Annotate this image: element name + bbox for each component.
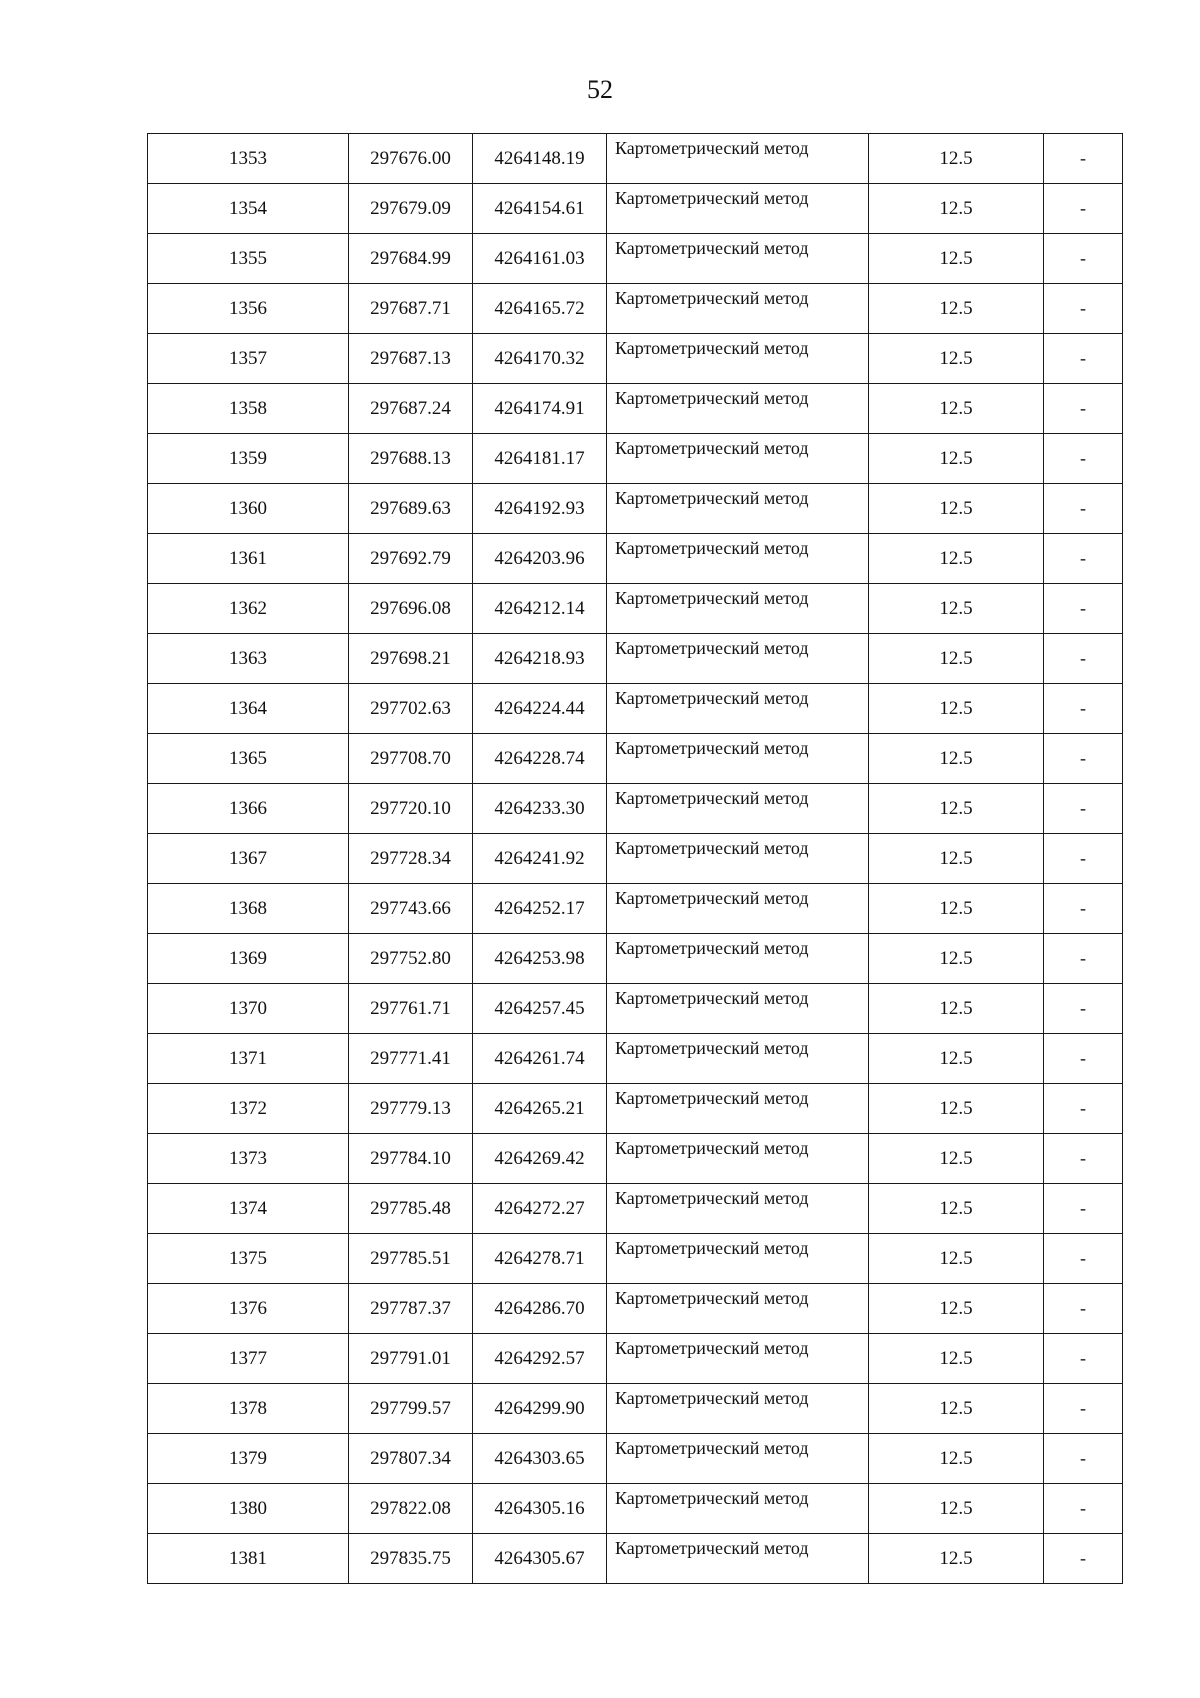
note-cell: - [1044,734,1123,784]
point-number-cell: 1363 [148,634,349,684]
method-cell: Картометрический метод [607,634,869,684]
note-cell: - [1044,1034,1123,1084]
table-row [148,534,1123,584]
point-number-cell: 1355 [148,234,349,284]
y-coordinate-cell: 4264257.45 [473,984,607,1034]
method-cell: Картометрический метод [607,1234,869,1284]
accuracy-cell: 12.5 [869,1334,1044,1384]
x-coordinate-cell: 297799.57 [349,1384,473,1434]
method-cell: Картометрический метод [607,1334,869,1384]
x-coordinate-cell: 297696.08 [349,584,473,634]
y-coordinate-cell: 4264170.32 [473,334,607,384]
note-cell: - [1044,684,1123,734]
y-coordinate-cell: 4264154.61 [473,184,607,234]
point-number-cell: 1373 [148,1134,349,1184]
accuracy-cell: 12.5 [869,1434,1044,1484]
table-row [148,334,1123,384]
accuracy-cell: 12.5 [869,634,1044,684]
table-row [148,1434,1123,1484]
table-row [148,934,1123,984]
note-cell: - [1044,384,1123,434]
x-coordinate-cell: 297822.08 [349,1484,473,1534]
note-cell: - [1044,434,1123,484]
y-coordinate-cell: 4264272.27 [473,1184,607,1234]
coordinates-table [147,133,1123,1584]
table-row [148,734,1123,784]
y-coordinate-cell: 4264181.17 [473,434,607,484]
y-coordinate-cell: 4264286.70 [473,1284,607,1334]
table-row [148,834,1123,884]
table-row [148,984,1123,1034]
y-coordinate-cell: 4264161.03 [473,234,607,284]
y-coordinate-cell: 4264203.96 [473,534,607,584]
x-coordinate-cell: 297787.37 [349,1284,473,1334]
x-coordinate-cell: 297684.99 [349,234,473,284]
point-number-cell: 1354 [148,184,349,234]
y-coordinate-cell: 4264292.57 [473,1334,607,1384]
x-coordinate-cell: 297771.41 [349,1034,473,1084]
note-cell: - [1044,1184,1123,1234]
x-coordinate-cell: 297708.70 [349,734,473,784]
table-row [148,1534,1123,1584]
accuracy-cell: 12.5 [869,1184,1044,1234]
accuracy-cell: 12.5 [869,1234,1044,1284]
y-coordinate-cell: 4264233.30 [473,784,607,834]
y-coordinate-cell: 4264252.17 [473,884,607,934]
y-coordinate-cell: 4264212.14 [473,584,607,634]
x-coordinate-cell: 297720.10 [349,784,473,834]
x-coordinate-cell: 297687.24 [349,384,473,434]
y-coordinate-cell: 4264241.92 [473,834,607,884]
note-cell: - [1044,484,1123,534]
note-cell: - [1044,884,1123,934]
method-cell: Картометрический метод [607,1434,869,1484]
method-cell: Картометрический метод [607,534,869,584]
x-coordinate-cell: 297688.13 [349,434,473,484]
method-cell: Картометрический метод [607,784,869,834]
note-cell: - [1044,1434,1123,1484]
accuracy-cell: 12.5 [869,434,1044,484]
accuracy-cell: 12.5 [869,1034,1044,1084]
method-cell: Картометрический метод [607,1384,869,1434]
x-coordinate-cell: 297687.13 [349,334,473,384]
point-number-cell: 1377 [148,1334,349,1384]
table-row [148,184,1123,234]
accuracy-cell: 12.5 [869,384,1044,434]
table-body [148,134,1123,1584]
method-cell: Картометрический метод [607,134,869,184]
y-coordinate-cell: 4264218.93 [473,634,607,684]
method-cell: Картометрический метод [607,1034,869,1084]
x-coordinate-cell: 297761.71 [349,984,473,1034]
accuracy-cell: 12.5 [869,1484,1044,1534]
accuracy-cell: 12.5 [869,334,1044,384]
point-number-cell: 1359 [148,434,349,484]
table-row [148,1134,1123,1184]
x-coordinate-cell: 297702.63 [349,684,473,734]
accuracy-cell: 12.5 [869,784,1044,834]
table-row [148,234,1123,284]
note-cell: - [1044,1384,1123,1434]
x-coordinate-cell: 297676.00 [349,134,473,184]
table-row [148,134,1123,184]
table-row [148,1234,1123,1284]
x-coordinate-cell: 297687.71 [349,284,473,334]
method-cell: Картометрический метод [607,434,869,484]
note-cell: - [1044,984,1123,1034]
note-cell: - [1044,534,1123,584]
x-coordinate-cell: 297835.75 [349,1534,473,1584]
accuracy-cell: 12.5 [869,884,1044,934]
x-coordinate-cell: 297785.51 [349,1234,473,1284]
point-number-cell: 1372 [148,1084,349,1134]
y-coordinate-cell: 4264192.93 [473,484,607,534]
table-row [148,684,1123,734]
note-cell: - [1044,634,1123,684]
method-cell: Картометрический метод [607,834,869,884]
note-cell: - [1044,1134,1123,1184]
note-cell: - [1044,934,1123,984]
accuracy-cell: 12.5 [869,584,1044,634]
note-cell: - [1044,784,1123,834]
table-row [148,1484,1123,1534]
y-coordinate-cell: 4264165.72 [473,284,607,334]
table-row [148,1334,1123,1384]
method-cell: Картометрический метод [607,334,869,384]
accuracy-cell: 12.5 [869,934,1044,984]
point-number-cell: 1378 [148,1384,349,1434]
x-coordinate-cell: 297785.48 [349,1184,473,1234]
point-number-cell: 1371 [148,1034,349,1084]
accuracy-cell: 12.5 [869,984,1044,1034]
accuracy-cell: 12.5 [869,734,1044,784]
x-coordinate-cell: 297698.21 [349,634,473,684]
table-row [148,1284,1123,1334]
note-cell: - [1044,234,1123,284]
accuracy-cell: 12.5 [869,1384,1044,1434]
note-cell: - [1044,184,1123,234]
x-coordinate-cell: 297689.63 [349,484,473,534]
method-cell: Картометрический метод [607,484,869,534]
y-coordinate-cell: 4264305.67 [473,1534,607,1584]
note-cell: - [1044,284,1123,334]
note-cell: - [1044,1534,1123,1584]
point-number-cell: 1380 [148,1484,349,1534]
method-cell: Картометрический метод [607,584,869,634]
point-number-cell: 1362 [148,584,349,634]
method-cell: Картометрический метод [607,284,869,334]
table-row [148,1034,1123,1084]
x-coordinate-cell: 297692.79 [349,534,473,584]
method-cell: Картометрический метод [607,1484,869,1534]
method-cell: Картометрический метод [607,1534,869,1584]
method-cell: Картометрический метод [607,184,869,234]
note-cell: - [1044,1234,1123,1284]
note-cell: - [1044,1334,1123,1384]
point-number-cell: 1366 [148,784,349,834]
y-coordinate-cell: 4264269.42 [473,1134,607,1184]
accuracy-cell: 12.5 [869,684,1044,734]
point-number-cell: 1356 [148,284,349,334]
x-coordinate-cell: 297743.66 [349,884,473,934]
note-cell: - [1044,1084,1123,1134]
method-cell: Картометрический метод [607,234,869,284]
table-row [148,384,1123,434]
point-number-cell: 1369 [148,934,349,984]
y-coordinate-cell: 4264299.90 [473,1384,607,1434]
method-cell: Картометрический метод [607,384,869,434]
accuracy-cell: 12.5 [869,1534,1044,1584]
accuracy-cell: 12.5 [869,234,1044,284]
y-coordinate-cell: 4264253.98 [473,934,607,984]
point-number-cell: 1364 [148,684,349,734]
accuracy-cell: 12.5 [869,1134,1044,1184]
point-number-cell: 1370 [148,984,349,1034]
note-cell: - [1044,834,1123,884]
table-row [148,284,1123,334]
y-coordinate-cell: 4264305.16 [473,1484,607,1534]
point-number-cell: 1368 [148,884,349,934]
method-cell: Картометрический метод [607,934,869,984]
x-coordinate-cell: 297784.10 [349,1134,473,1184]
y-coordinate-cell: 4264148.19 [473,134,607,184]
accuracy-cell: 12.5 [869,834,1044,884]
page-number: 52 [587,75,613,104]
note-cell: - [1044,584,1123,634]
note-cell: - [1044,1484,1123,1534]
point-number-cell: 1360 [148,484,349,534]
point-number-cell: 1381 [148,1534,349,1584]
point-number-cell: 1365 [148,734,349,784]
point-number-cell: 1379 [148,1434,349,1484]
y-coordinate-cell: 4264261.74 [473,1034,607,1084]
table-row [148,434,1123,484]
table-row [148,584,1123,634]
point-number-cell: 1376 [148,1284,349,1334]
x-coordinate-cell: 297807.34 [349,1434,473,1484]
note-cell: - [1044,1284,1123,1334]
table-row [148,1384,1123,1434]
point-number-cell: 1353 [148,134,349,184]
table-row [148,784,1123,834]
point-number-cell: 1358 [148,384,349,434]
accuracy-cell: 12.5 [869,534,1044,584]
point-number-cell: 1374 [148,1184,349,1234]
accuracy-cell: 12.5 [869,134,1044,184]
accuracy-cell: 12.5 [869,1084,1044,1134]
y-coordinate-cell: 4264303.65 [473,1434,607,1484]
y-coordinate-cell: 4264278.71 [473,1234,607,1284]
point-number-cell: 1367 [148,834,349,884]
x-coordinate-cell: 297728.34 [349,834,473,884]
accuracy-cell: 12.5 [869,284,1044,334]
x-coordinate-cell: 297779.13 [349,1084,473,1134]
y-coordinate-cell: 4264265.21 [473,1084,607,1134]
point-number-cell: 1361 [148,534,349,584]
y-coordinate-cell: 4264228.74 [473,734,607,784]
method-cell: Картометрический метод [607,1134,869,1184]
method-cell: Картометрический метод [607,884,869,934]
x-coordinate-cell: 297791.01 [349,1334,473,1384]
method-cell: Картометрический метод [607,734,869,784]
method-cell: Картометрический метод [607,684,869,734]
method-cell: Картометрический метод [607,1084,869,1134]
y-coordinate-cell: 4264174.91 [473,384,607,434]
point-number-cell: 1375 [148,1234,349,1284]
method-cell: Картометрический метод [607,1284,869,1334]
x-coordinate-cell: 297679.09 [349,184,473,234]
table-row [148,1084,1123,1134]
table-row [148,1184,1123,1234]
table-row [148,884,1123,934]
table-row [148,634,1123,684]
x-coordinate-cell: 297752.80 [349,934,473,984]
y-coordinate-cell: 4264224.44 [473,684,607,734]
point-number-cell: 1357 [148,334,349,384]
accuracy-cell: 12.5 [869,1284,1044,1334]
method-cell: Картометрический метод [607,984,869,1034]
accuracy-cell: 12.5 [869,484,1044,534]
note-cell: - [1044,134,1123,184]
table-row [148,484,1123,534]
accuracy-cell: 12.5 [869,184,1044,234]
note-cell: - [1044,334,1123,384]
method-cell: Картометрический метод [607,1184,869,1234]
